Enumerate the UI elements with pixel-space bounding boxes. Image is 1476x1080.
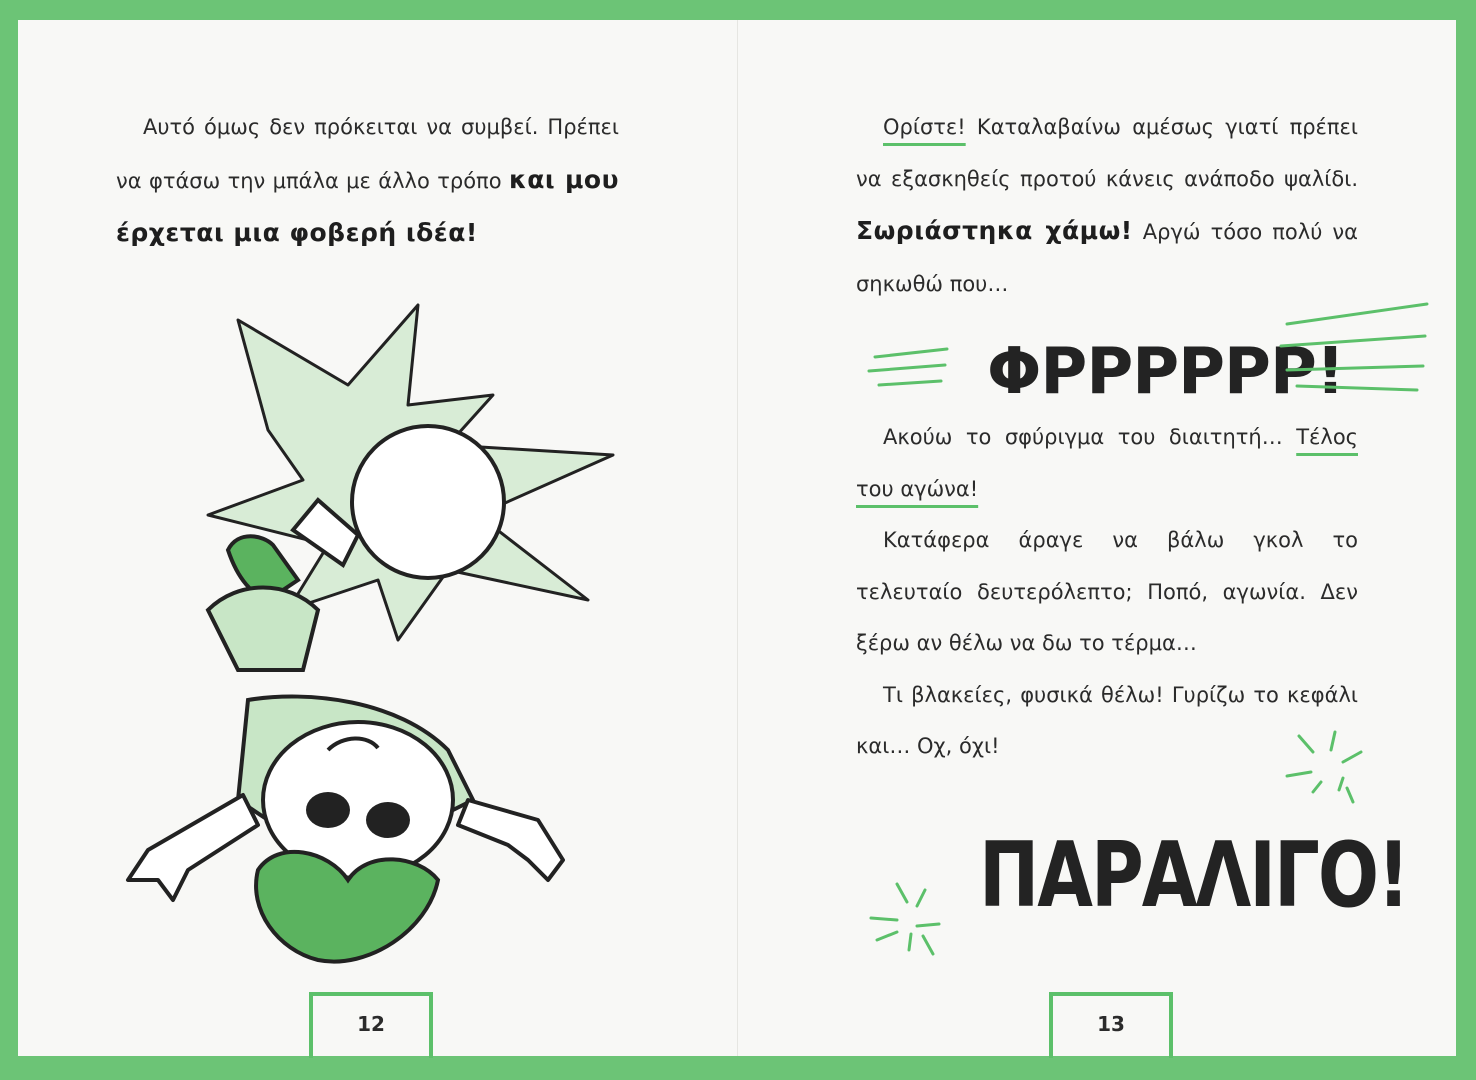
p1-bold: Σωριάστηκα χάμω!	[856, 216, 1133, 245]
p2-text: Ακούω το σφύριγμα του διαιτητή…	[883, 425, 1297, 449]
left-paragraph-bold: και μου έρχεται μια φοβερή ιδέα!	[116, 164, 619, 247]
sfx-whistle: ΦΡΡΡΡΡΡ!	[987, 335, 1345, 409]
right-paragraph-2	[856, 412, 1358, 773]
page-number-goal-right	[1049, 992, 1173, 1058]
eye-left	[306, 792, 350, 828]
ball	[352, 426, 504, 578]
right-page	[737, 20, 1456, 1056]
arm-left	[128, 795, 258, 900]
p1-text-1: Καταλαβαίνω αμέσως γιατί πρέπει να εξασκηθείς προτού κάνεις ανάποδο ψαλίδι.	[856, 115, 1358, 191]
left-paragraph-text: Αυτό όμως δεν πρόκειται να συμβεί. Πρέπει να φτάσω την μπάλα με άλλο τρόπο	[116, 115, 619, 193]
speed-lines-left	[865, 345, 955, 395]
book-spread	[18, 20, 1456, 1056]
page-number-left: 12	[357, 1012, 385, 1036]
eye-right	[366, 802, 410, 838]
shorts	[208, 588, 318, 671]
right-paragraph-3: Κατάφερα άραγε να βάλω γκολ το τελευταίο δευτερόλεπτο; Ποπό, αγωνία. Δεν ξέρω αν θέλω να δω το τέρμα…	[856, 528, 1358, 655]
p1-text-2: Αργώ τόσο πολύ να σηκωθώ που…	[856, 220, 1359, 296]
left-page	[18, 20, 737, 1056]
sparkle-lines-top	[1277, 730, 1377, 810]
page-number-goal-left	[309, 992, 433, 1058]
underlined-end-of-match: Τέλος του αγώνα!	[856, 425, 1358, 501]
upside-down-boy-kick-illustration	[88, 280, 648, 980]
right-paragraph-1	[856, 102, 1358, 310]
right-paragraph-4: Τι βλακείες, φυσικά θέλω! Γυρίζω το κεφάλι και… Οχ, όχι!	[856, 682, 1358, 758]
sparkle-lines-bottom	[867, 880, 957, 960]
speed-lines-right	[1267, 302, 1432, 392]
underlined-ordered: Ορίστε!	[883, 115, 966, 139]
sfx-close-call: ΠΑΡΑΛΙΓΟ!	[979, 822, 1408, 927]
arm-right	[458, 800, 563, 880]
left-paragraph	[116, 102, 619, 261]
page-number-right: 13	[1097, 1012, 1125, 1036]
